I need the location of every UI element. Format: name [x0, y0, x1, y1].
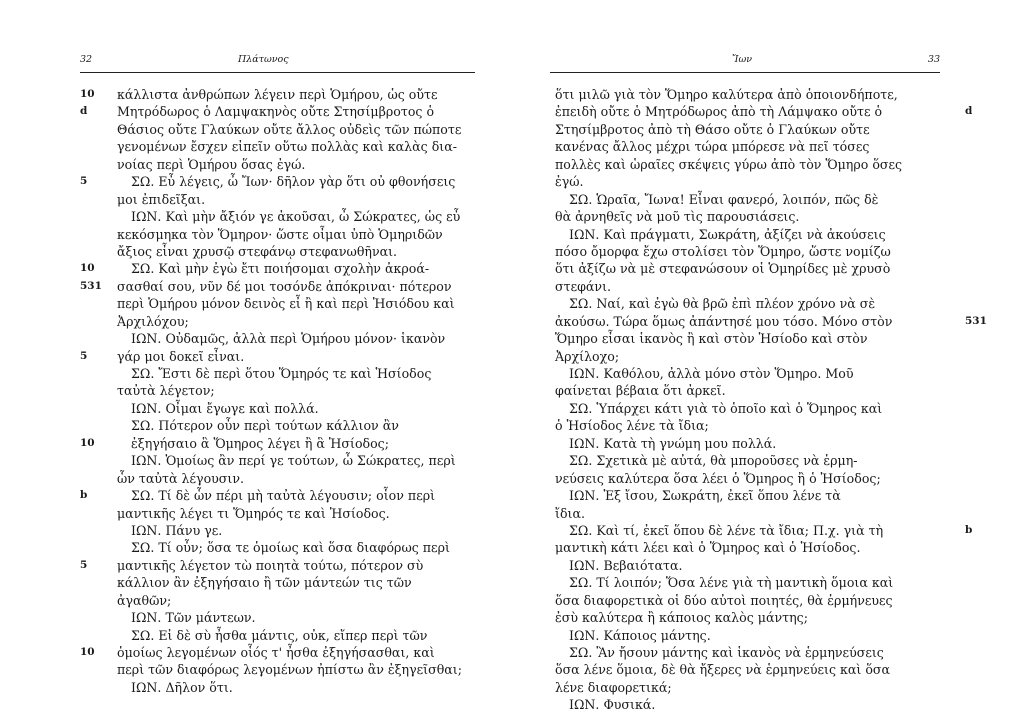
margin-reference: 5: [80, 175, 88, 188]
text-line: ἀγαθῶν;: [117, 592, 172, 608]
text-line: ἐγώ.: [555, 174, 584, 190]
text-line: ΙΩΝ. Φυσικά.: [569, 697, 656, 713]
greek-original-text: [117, 86, 477, 696]
text-line: ὁ Ἡσίοδος λένε τὰ ἴδια;: [555, 418, 709, 434]
text-line: ΣΩ. Καὶ τί, ἐκεῖ ὅπου δὲ λένε τὰ ἴδια; Π.χ. γιὰ τὴ: [569, 522, 884, 538]
header-rule: [550, 72, 940, 73]
text-line: ΣΩ. Ἔστι δὲ περὶ ὅτου Ὅμηρός τε καὶ Ἡσίοδος: [131, 366, 432, 381]
text-line: ἐξηγήσαιο ἃ Ὅμηρος λέγει ἢ ἃ Ἡσίοδος;: [131, 435, 389, 451]
text-line: ΣΩ. Πότερον οὖν περὶ τούτων κάλλιον ἂν: [131, 418, 399, 434]
text-line: μαντικῆς λέγετον τὼ ποιητὰ τούτω, πότερον σὺ: [117, 557, 424, 573]
right-margin-stephanus-marks: [965, 86, 1005, 714]
running-title: Ἴων: [732, 54, 752, 65]
text-line: νοίας περὶ Ὁμήρου ὅσας ἐγώ.: [117, 156, 306, 172]
running-title: Πλάτωνος: [238, 54, 289, 65]
text-line: ΣΩ. Εἰ δὲ σὺ ἦσθα μάντις, οὐκ, εἴπερ περὶ τῶν: [131, 627, 428, 643]
right-page-header: [550, 54, 940, 72]
text-line: ΙΩΝ. Οἶμαι ἔγωγε καὶ πολλά.: [131, 400, 319, 416]
right-page: [512, 0, 1024, 725]
text-line: ΣΩ. Ὡραῖα, Ἴωνα! Εἶναι φανερό, λοιπόν, πῶς δὲ: [569, 191, 879, 207]
page-number: 33: [927, 54, 940, 65]
text-line: μαντικῆς λέγει τι Ὅμηρός τε καὶ Ἡσίοδος.: [117, 505, 390, 521]
text-line: ΙΩΝ. Ἐξ ἴσου, Σωκράτη, ἐκεῖ ὅπου λένε τὰ: [569, 488, 841, 504]
text-line: ταὐτὰ λέγετον;: [117, 383, 215, 399]
text-line: πολλὲς καὶ ὡραῖες σκέψεις γύρω ἀπὸ τὸν Ὅμηρο ὅσες: [555, 156, 903, 172]
text-line: ΙΩΝ. Βεβαιότατα.: [569, 557, 683, 573]
text-line: ὅτι μιλῶ γιὰ τὸν Ὅμηρο καλύτερα ἀπὸ ὁποιονδήποτε,: [555, 87, 898, 102]
text-line: ΙΩΝ. Κάποιος μάντης.: [569, 627, 711, 643]
text-line: κεκόσμηκα τὸν Ὅμηρον· ὥστε οἶμαι ὑπὸ Ὁμηριδῶν: [117, 226, 443, 242]
text-line: ΙΩΝ. Τῶν μάντεων.: [131, 610, 256, 626]
text-line: Ἀρχιλόχου;: [117, 313, 189, 329]
page-number: 32: [80, 54, 93, 65]
text-line: ἀκούσω. Τώρα ὅμως ἀπάντησέ μου τόσο. Μόνο στὸν: [555, 313, 893, 329]
text-line: ΙΩΝ. Ὁμοίως ἂν περί γε τούτων, ὦ Σώκρατες, περὶ: [131, 453, 456, 469]
text-line: μοι ἐπιδεῖξαι.: [117, 191, 206, 207]
margin-reference: 531: [80, 279, 102, 292]
text-line: φαίνεται βέβαια ὅτι ἀρκεῖ.: [555, 383, 726, 399]
text-line: νεύσεις καλύτερα ὅσα λέει ὁ Ὅμηρος ἢ ὁ Ἡσίοδος;: [555, 470, 881, 486]
text-line: περὶ τῶν διαφόρως λεγομένων ἠπίστω ἂν ἐξηγεῖσθαι;: [117, 662, 462, 678]
margin-reference: 10: [80, 262, 95, 275]
text-line: ΣΩ. Τί λοιπόν; Ὅσα λένε γιὰ τὴ μαντικὴ ὅμοια καὶ: [569, 575, 894, 591]
text-line: λένε διαφορετικά;: [555, 679, 672, 695]
text-line: μαντικὴ κάτι λέει καὶ ὁ Ὅμηρος καὶ ὁ Ἡσίοδος.: [555, 540, 861, 556]
text-line: Ἀρχίλοχο;: [555, 348, 620, 364]
text-line: γάρ μοι δοκεῖ εἶναι.: [117, 348, 245, 364]
margin-reference: 10: [80, 436, 95, 449]
text-line: ΣΩ. Σχετικὰ μὲ αὐτά, θὰ μποροῦσες νὰ ἑρμη-: [569, 453, 858, 469]
text-line: ὅσα διαφορετικὰ οἱ δύο αὐτοὶ ποιητές, θὰ ἑρμήνευες: [555, 592, 893, 608]
header-rule: [80, 72, 475, 73]
text-line: Ὅμηρο εἶσαι ἱκανὸς ἢ καὶ στὸν Ἡσίοδο καὶ στὸν: [555, 331, 868, 347]
text-line: ΙΩΝ. Κατὰ τὴ γνώμη μου πολλά.: [569, 435, 777, 451]
margin-reference: 10: [80, 646, 95, 658]
text-line: ΙΩΝ. Καὶ μὴν ἄξιόν γε ἀκοῦσαι, ὦ Σώκρατες, ὡς εὖ: [131, 209, 461, 225]
text-line: Θάσιος οὔτε Γλαύκων οὔτε ἄλλος οὐδεὶς τῶν πώποτε: [117, 121, 462, 137]
text-line: ΣΩ. Εὖ λέγεις, ὦ Ἴων· δῆλον γὰρ ὅτι οὐ φθονήσεις: [131, 174, 456, 190]
margin-reference: d: [80, 105, 88, 118]
text-line: στεφάνι.: [555, 278, 612, 294]
text-line: θὰ ἀρνηθεῖς νὰ μοῦ τὶς παρουσιάσεις.: [555, 209, 800, 225]
margin-reference: 10: [80, 88, 95, 100]
text-line: ΙΩΝ. Καὶ πράγματι, Σωκράτη, ἀξίζει νὰ ἀκούσεις: [569, 226, 886, 242]
text-line: ΣΩ. Τί οὖν; ὅσα τε ὁμοίως καὶ ὅσα διαφόρως περὶ: [131, 540, 450, 556]
text-line: κάλλιστα ἀνθρώπων λέγειν περὶ Ὁμήρου, ὡς οὔτε: [117, 87, 438, 102]
text-line: ΣΩ. Ὑπάρχει κάτι γιὰ τὸ ὁποῖο καὶ ὁ Ὅμηρος καὶ: [569, 400, 883, 416]
text-line: ΙΩΝ. Δῆλον ὅτι.: [131, 679, 233, 695]
text-line: ἐπειδὴ οὔτε ὁ Μητρόδωρος ἀπὸ τὴ Λάμψακο οὔτε ὁ: [555, 104, 883, 120]
text-line: ΙΩΝ. Καθόλου, ἀλλὰ μόνο στὸν Ὅμηρο. Μοῦ: [569, 366, 854, 381]
left-page-header: [80, 54, 475, 72]
text-line: ὁμοίως λεγομένων οἷός τ' ἦσθα ἐξηγήσασθαι, καὶ: [117, 645, 435, 660]
margin-reference: 531: [965, 314, 987, 327]
margin-reference: d: [965, 105, 973, 118]
text-line: ὅτι ἀξίζω νὰ μὲ στεφανώσουν οἱ Ὁμηρίδες μὲ χρυσὸ: [555, 261, 891, 277]
text-line: κάλλιον ἂν ἐξηγήσαιο ἢ τῶν μάντεών τις τῶν: [117, 575, 412, 591]
modern-greek-translation-text: [555, 86, 943, 714]
text-line: κανένας ἄλλος μέχρι τώρα μπόρεσε νὰ πεῖ τόσες: [555, 139, 870, 155]
text-line: ἴδια.: [555, 505, 585, 521]
text-line: γενομένων ἔσχεν εἰπεῖν οὕτω πολλὰς καὶ καλὰς δια-: [117, 139, 457, 155]
text-line: Μητρόδωρος ὁ Λαμψακηνὸς οὔτε Στησίμβροτος ὁ: [117, 104, 435, 120]
left-margin-line-numbers: [80, 86, 110, 696]
text-line: περὶ Ὁμήρου μόνον δεινὸς εἶ ἢ καὶ περὶ Ἡσιόδου καὶ: [117, 296, 455, 312]
text-line: ΣΩ. Ἂν ἤσουν μάντης καὶ ἱκανὸς νὰ ἑρμηνεύσεις: [569, 645, 884, 660]
text-line: ΣΩ. Καὶ μὴν ἐγὼ ἔτι ποιήσομαι σχολὴν ἀκροά-: [131, 261, 430, 277]
text-line: ἐσὺ καλύτερα ἢ κάποιος καλὸς μάντης;: [555, 610, 808, 626]
text-line: ΣΩ. Τί δὲ ὧν πέρι μὴ ταὐτὰ λέγουσιν; οἷον περὶ: [131, 488, 436, 504]
text-line: πόσο ὄμορφα ἔχω στολίσει τὸν Ὅμηρο, ὥστε νομίζω: [555, 243, 891, 259]
text-line: ΙΩΝ. Οὐδαμῶς, ἀλλὰ περὶ Ὁμήρου μόνον· ἱκανὸν: [131, 331, 446, 347]
margin-reference: b: [80, 489, 88, 502]
margin-reference: 5: [80, 349, 88, 362]
text-line: σασθαί σου, νῦν δέ μοι τοσόνδε ἀπόκριναι· πότερον: [117, 278, 452, 294]
margin-reference: 5: [80, 558, 88, 571]
text-line: ὧν ταὐτὰ λέγουσιν.: [117, 470, 244, 486]
text-line: ΣΩ. Ναί, καὶ ἐγὼ θὰ βρῶ ἐπὶ πλέον χρόνο νὰ σὲ: [569, 296, 876, 312]
text-line: ΙΩΝ. Πάνυ γε.: [131, 522, 223, 538]
text-line: ὅσα λένε ὅμοια, δὲ θὰ ἤξερες νὰ ἑρμηνεύεις καὶ ὅσα: [555, 662, 891, 678]
text-line: Στησίμβροτος ἀπὸ τὴ Θάσο οὔτε ὁ Γλαύκων οὔτε: [555, 121, 870, 137]
margin-reference: b: [965, 523, 973, 536]
text-line: ἄξιος εἶναι χρυσῷ στεφάνῳ στεφανωθῆναι.: [117, 243, 398, 259]
